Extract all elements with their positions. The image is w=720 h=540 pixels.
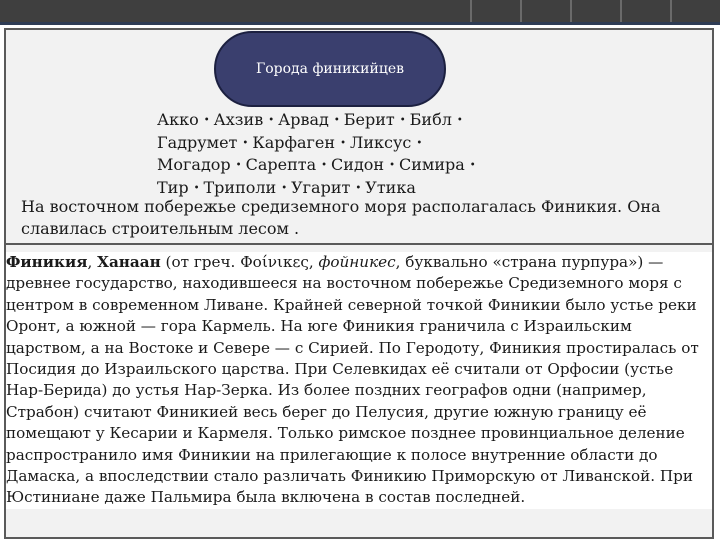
- banner-segment: [670, 0, 672, 22]
- article-paragraph: [6, 252, 712, 509]
- city-line: [157, 109, 597, 132]
- term-canaan: Ханаан: [97, 253, 161, 271]
- city-name: Ахзив: [213, 110, 264, 129]
- city-name: Могадор: [157, 155, 231, 174]
- bullet-separator-icon: •: [416, 137, 423, 149]
- banner-segment: [570, 0, 572, 22]
- city-line: [157, 154, 597, 177]
- bullet-separator-icon: •: [469, 160, 476, 171]
- bullet-separator-icon: •: [456, 115, 463, 126]
- greek-word: Φοίνικες: [240, 253, 309, 271]
- city-name: Угарит: [291, 177, 351, 197]
- term-phoenicia: Финикия: [6, 253, 88, 271]
- bullet-separator-icon: •: [281, 182, 288, 194]
- banner-segment: [470, 0, 472, 22]
- title-badge: [214, 31, 446, 107]
- lead-paragraph: На восточном побережье средиземного моря располагалась Финикия. Она славилась строительным лесом .: [21, 197, 661, 238]
- city-name: Сидон: [331, 155, 385, 174]
- bullet-separator-icon: •: [242, 137, 249, 149]
- bullet-separator-icon: •: [399, 115, 406, 126]
- section-divider: [4, 243, 714, 245]
- bullet-separator-icon: •: [340, 137, 346, 149]
- city-line: [157, 132, 597, 155]
- city-name: Тир: [157, 177, 189, 197]
- bullet-separator-icon: •: [235, 160, 242, 171]
- bullet-separator-icon: •: [203, 115, 210, 126]
- city-name: Библ: [409, 110, 452, 129]
- top-banner: [0, 0, 720, 26]
- article-body: , буквально «страна пурпура») — древнее государство, находившееся на восточном побережье Средиземного моря с центром в современном Ливане. Крайней северной точкой Финикии было устье реки Оронт, а южной — гора Кармель. На юге Финикия граничила с Израильским царством, а на Востоке и Севере — с Сирией. По Геродоту, Финикия простиралась от Посидия до Израильского царства. При Селевкидах её считали от Орфосии (устье Нар-Берида) до устья Нар-Зерка. Из более поздних географов одни (например, Страбон) считают Финикией весь берег до Пелусия, другие южную границу её помещают у Кесарии и Кармеля. Только римское позднее провинциальное деление распространило имя Финикии на прилегающие к полосе внутренние области до Дамаска, а впоследствии стало различать Финикию Приморскую от Ливанской. При Юстиниане даже Пальмира была включена в состав последней.: [6, 253, 699, 507]
- bullet-separator-icon: •: [355, 182, 362, 194]
- bullet-separator-icon: •: [193, 182, 200, 194]
- term-separator: ,: [87, 253, 98, 271]
- banner-segment: [520, 0, 522, 22]
- top-accent-line: [0, 22, 720, 25]
- city-name: Утика: [365, 177, 416, 197]
- city-name: Симира: [399, 155, 465, 174]
- slide-title: Города финикийцев: [255, 61, 405, 77]
- greek-comma: ,: [308, 253, 319, 271]
- city-name: Акко: [157, 110, 199, 129]
- city-name: Гадрумет: [157, 132, 238, 152]
- city-name: Ликсус: [349, 132, 412, 152]
- bullet-separator-icon: •: [389, 160, 395, 171]
- city-name: Триполи: [203, 177, 277, 197]
- banner-segment: [620, 0, 622, 22]
- city-name: Карфаген: [252, 132, 336, 152]
- bullet-separator-icon: •: [321, 160, 328, 171]
- city-list: [157, 109, 597, 199]
- top-banner-dark-strip: [0, 0, 720, 22]
- city-name: Сарепта: [245, 155, 317, 174]
- city-name: Берит: [343, 110, 395, 129]
- etymology-open: (от греч.: [160, 253, 241, 271]
- bullet-separator-icon: •: [268, 115, 275, 126]
- transliteration: фойникес: [318, 253, 396, 271]
- bullet-separator-icon: •: [333, 115, 340, 126]
- city-name: Арвад: [278, 110, 329, 129]
